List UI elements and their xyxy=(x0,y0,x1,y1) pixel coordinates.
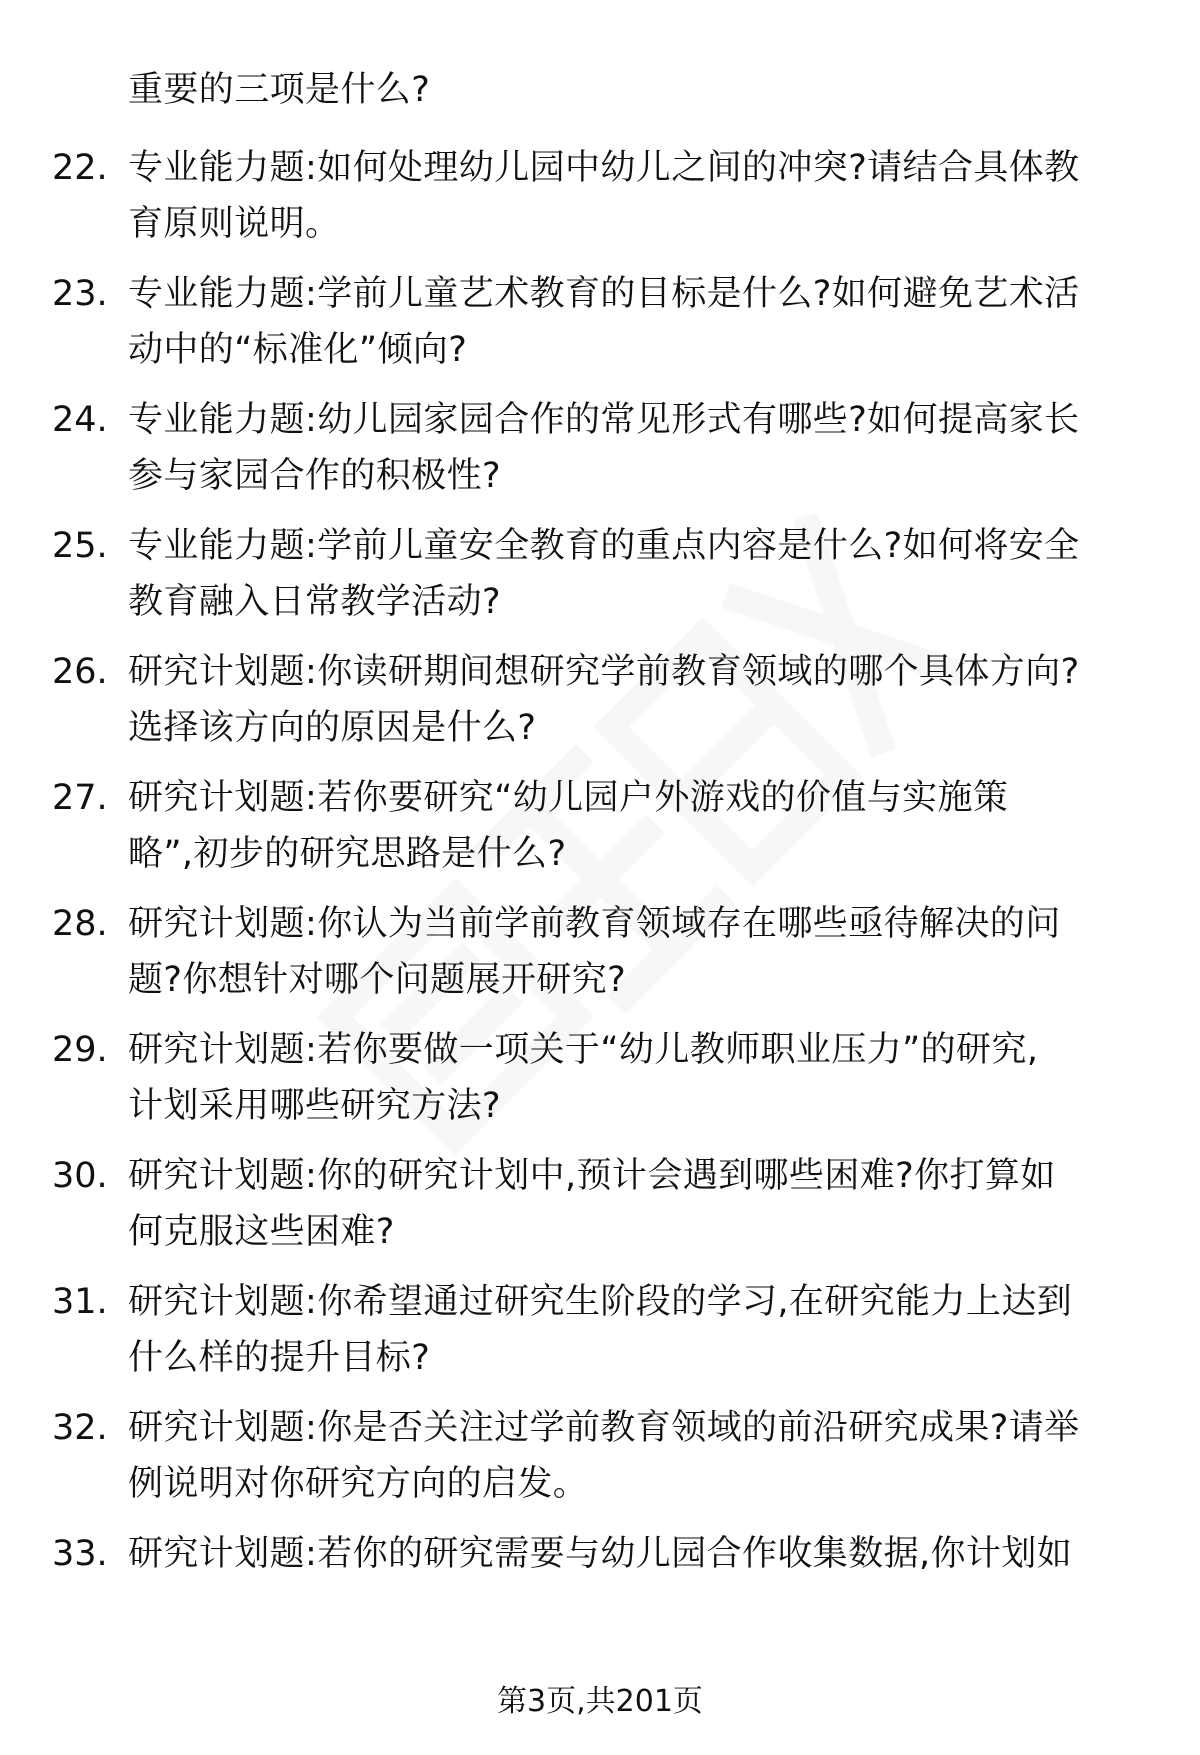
question-line: 例说明对你研究方向的启发。 xyxy=(128,1464,589,1504)
question-item xyxy=(52,140,1152,266)
question-line: 专业能力题:学前儿童艺术教育的目标是什么?如何避免艺术活 xyxy=(128,274,1080,314)
question-item xyxy=(52,518,1152,644)
question-number: 22. xyxy=(52,148,108,188)
question-line: 研究计划题:你是否关注过学前教育领域的前沿研究成果?请举 xyxy=(128,1408,1080,1448)
question-item xyxy=(52,1274,1152,1400)
question-number: 30. xyxy=(52,1156,108,1196)
question-text xyxy=(128,140,1128,252)
question-text xyxy=(128,896,1128,1008)
question-number: 28. xyxy=(52,904,108,944)
question-number: 33. xyxy=(52,1534,108,1574)
question-line: 略”,初步的研究思路是什么? xyxy=(128,834,567,874)
question-text xyxy=(128,518,1128,630)
question-line: 研究计划题:若你要做一项关于“幼儿教师职业压力”的研究, xyxy=(128,1030,1039,1070)
question-line: 教育融入日常教学活动? xyxy=(128,582,501,622)
question-line: 专业能力题:学前儿童安全教育的重点内容是什么?如何将安全 xyxy=(128,526,1080,566)
question-item xyxy=(52,770,1152,896)
question-number: 31. xyxy=(52,1282,108,1322)
question-line: 题?你想针对哪个问题展开研究? xyxy=(128,960,627,1000)
question-line: 动中的“标准化”倾向? xyxy=(128,330,468,370)
question-line: 研究计划题:你读研期间想研究学前教育领域的哪个具体方向? xyxy=(128,652,1080,692)
question-text xyxy=(128,1526,1128,1582)
page-footer xyxy=(0,1682,1200,1722)
question-line: 参与家园合作的积极性? xyxy=(128,456,501,496)
question-text xyxy=(128,1274,1128,1386)
question-line: 何克服这些困难? xyxy=(128,1212,395,1252)
question-line: 研究计划题:你认为当前学前教育领域存在哪些亟待解决的问 xyxy=(128,904,1061,944)
question-text xyxy=(128,392,1128,504)
question-item xyxy=(52,1148,1152,1274)
question-line: 育原则说明。 xyxy=(128,204,341,244)
question-item xyxy=(52,1526,1152,1652)
question-list xyxy=(52,140,1152,1652)
question-text xyxy=(128,1148,1128,1260)
question-line: 专业能力题:幼儿园家园合作的常见形式有哪些?如何提高家长 xyxy=(128,400,1080,440)
question-text xyxy=(128,770,1128,882)
question-number: 23. xyxy=(52,274,108,314)
question-item xyxy=(52,896,1152,1022)
question-text xyxy=(128,266,1128,378)
question-number: 29. xyxy=(52,1030,108,1070)
question-item xyxy=(52,266,1152,392)
question-number: 32. xyxy=(52,1408,108,1448)
question-item xyxy=(52,1400,1152,1526)
page-number-label: 第3页,共201页 xyxy=(497,1684,703,1719)
question-line: 计划采用哪些研究方法? xyxy=(128,1086,501,1126)
question-line: 研究计划题:若你的研究需要与幼儿园合作收集数据,你计划如 xyxy=(128,1534,1073,1574)
question-text xyxy=(128,644,1128,756)
question-line: 什么样的提升目标? xyxy=(128,1338,431,1378)
question-text xyxy=(128,1400,1128,1512)
question-item xyxy=(52,392,1152,518)
question-item xyxy=(52,1022,1152,1148)
question-number: 25. xyxy=(52,526,108,566)
question-number: 27. xyxy=(52,778,108,818)
question-line: 研究计划题:你的研究计划中,预计会遇到哪些困难?你打算如 xyxy=(128,1156,1056,1196)
question-line: 选择该方向的原因是什么? xyxy=(128,708,537,748)
question-line: 专业能力题:如何处理幼儿园中幼儿之间的冲突?请结合具体教 xyxy=(128,148,1080,188)
question-text xyxy=(128,1022,1128,1134)
question-line: 研究计划题:若你要研究“幼儿园户外游戏的价值与实施策 xyxy=(128,778,1009,818)
continuation-line: 重要的三项是什么? xyxy=(128,70,431,110)
question-line: 研究计划题:你希望通过研究生阶段的学习,在研究能力上达到 xyxy=(128,1282,1073,1322)
question-number: 26. xyxy=(52,652,108,692)
question-item xyxy=(52,644,1152,770)
question-number: 24. xyxy=(52,400,108,440)
